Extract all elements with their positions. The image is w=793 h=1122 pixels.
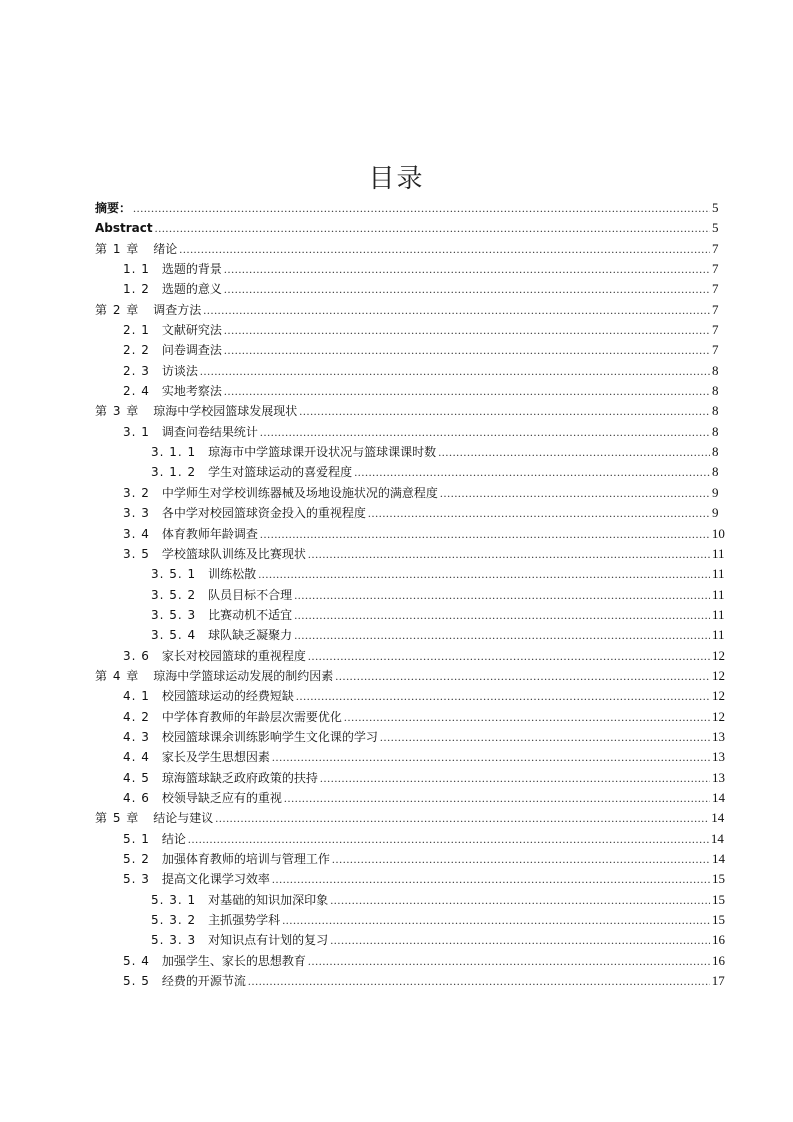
toc-entry-page-number[interactable]: 11 — [712, 586, 725, 602]
toc-entry-page-number[interactable]: 12 — [712, 708, 725, 724]
toc-entry-number: 4. 2 — [123, 709, 150, 724]
dot-leader — [224, 279, 710, 299]
toc-entry-label[interactable]: 结论 — [161, 831, 186, 846]
toc-entry-page-number[interactable]: 9 — [712, 484, 719, 500]
toc-entry-number: 5. 3. 3 — [151, 933, 197, 948]
toc-entry-page-number[interactable]: 11 — [712, 545, 725, 561]
dot-leader — [272, 747, 710, 767]
toc-entry[interactable] — [95, 259, 718, 279]
toc-entry-number: 第 1 章 — [95, 241, 140, 256]
toc-entry-label[interactable]: 对基础的知识加深印象 — [208, 892, 329, 907]
toc-entry[interactable] — [95, 564, 725, 584]
toc-entry[interactable] — [95, 707, 725, 727]
toc-entry[interactable] — [95, 381, 718, 401]
dot-leader — [155, 218, 710, 238]
toc-entry[interactable] — [95, 483, 718, 503]
dot-leader — [215, 808, 709, 828]
toc-entry[interactable] — [95, 747, 725, 767]
dot-leader — [299, 401, 710, 421]
toc-entry-page-number[interactable]: 16 — [712, 932, 725, 948]
toc-entry-number: 4. 4 — [123, 750, 150, 765]
toc-entry-label[interactable]: 调查问卷结果统计 — [161, 424, 258, 439]
toc-entry-label[interactable]: 各中学对校园篮球资金投入的重视程度 — [161, 506, 366, 521]
toc-entry[interactable] — [95, 300, 718, 320]
toc-entry-number: 4. 1 — [123, 689, 150, 704]
toc-entry-page-number[interactable]: 15 — [712, 891, 725, 907]
dot-leader — [330, 890, 710, 910]
toc-entry-label[interactable]: 校园篮球运动的经费短缺 — [161, 689, 294, 704]
dot-leader — [380, 727, 710, 747]
dot-leader — [368, 503, 710, 523]
dot-leader — [224, 259, 710, 279]
toc-entry-number: 第 5 章 — [95, 811, 140, 826]
toc-entry[interactable] — [95, 462, 718, 482]
toc-entry-page-number[interactable]: 14 — [710, 830, 724, 846]
toc-entry-label[interactable]: 校领导缺乏应有的重视 — [161, 790, 282, 805]
dot-leader — [438, 442, 710, 462]
toc-entry-label[interactable]: 绪论 — [153, 241, 178, 256]
toc-entry-page-number[interactable]: 15 — [712, 912, 725, 928]
toc-entry-page-number[interactable]: 8 — [712, 464, 719, 480]
toc-entry[interactable] — [95, 361, 718, 381]
dot-leader — [320, 768, 710, 788]
dot-leader — [308, 544, 710, 564]
toc-entry-label[interactable]: 加强体育教师的培训与管理工作 — [161, 852, 330, 866]
toc-entry-label[interactable]: 琼海篮球缺乏政府政策的扶持 — [161, 770, 318, 785]
toc-entry-label[interactable]: 问卷调查法 — [161, 343, 222, 358]
toc-entry-page-number[interactable]: 7 — [712, 240, 719, 256]
toc-entry[interactable] — [95, 951, 725, 971]
toc-entry-label[interactable]: 提高文化课学习效率 — [161, 872, 270, 887]
toc-entry-page-number[interactable]: 10 — [711, 525, 725, 541]
toc-entry-number: 2. 3 — [123, 363, 150, 378]
toc-entry-page-number[interactable]: 13 — [712, 749, 725, 765]
toc-entry[interactable] — [95, 768, 725, 788]
toc-entry[interactable] — [95, 808, 725, 828]
toc-entry[interactable] — [95, 605, 725, 625]
toc-entry-page-number[interactable]: 14 — [712, 851, 725, 866]
toc-entry[interactable] — [95, 503, 718, 523]
toc-entry-label[interactable]: 琼海市中学篮球课开设状况与篮球课课时数 — [208, 445, 437, 460]
toc-entry-label[interactable]: 实地考察法 — [161, 384, 222, 399]
toc-entry[interactable] — [95, 727, 725, 747]
toc-entry-page-number[interactable]: 13 — [712, 769, 725, 785]
toc-entry-label[interactable]: 中学师生对学校训练器械及场地设施状况的满意程度 — [161, 485, 438, 500]
toc-entry-page-number[interactable]: 14 — [712, 789, 725, 805]
toc-entry-number: 第 2 章 — [95, 302, 140, 317]
dot-leader — [248, 971, 710, 991]
toc-entry-number: 3. 5. 3 — [151, 607, 197, 622]
toc-entry[interactable] — [95, 869, 725, 889]
toc-entry[interactable] — [95, 625, 725, 645]
toc-entry[interactable] — [95, 971, 725, 991]
toc-entry[interactable] — [95, 829, 724, 849]
toc-entry-page-number[interactable]: 7 — [712, 342, 719, 358]
toc-entry-number: 5. 3. 2 — [151, 913, 197, 928]
toc-entry-number: 4. 5 — [123, 770, 150, 785]
toc-entry-label[interactable]: 选题的意义 — [161, 282, 222, 297]
dot-leader — [330, 930, 710, 950]
toc-entry-label[interactable]: 体育教师年龄调查 — [161, 526, 258, 541]
toc-entry-number: 3. 2 — [123, 485, 150, 500]
toc-entry[interactable] — [95, 646, 725, 666]
toc-entry-label[interactable]: 球队缺乏凝聚力 — [208, 628, 293, 643]
toc-entry[interactable] — [95, 320, 718, 340]
dot-leader — [133, 198, 710, 218]
toc-entry-label[interactable]: 访谈法 — [161, 363, 198, 378]
dot-leader — [354, 462, 710, 482]
dot-leader — [308, 951, 710, 971]
toc-entry-page-number[interactable]: 9 — [712, 505, 719, 521]
toc-entry[interactable] — [95, 279, 718, 299]
toc-entry-number: 3. 6 — [123, 648, 150, 663]
toc-entry-page-number[interactable]: 8 — [712, 403, 719, 419]
toc-entry-page-number[interactable]: 7 — [712, 301, 719, 317]
toc-entry-label[interactable]: 队员目标不合理 — [208, 587, 293, 602]
toc-entry-number: 3. 1. 1 — [151, 445, 197, 460]
toc-entry-number: 第 4 章 — [95, 668, 140, 683]
dot-leader — [440, 483, 710, 503]
toc-entry-number: 3. 1. 2 — [151, 465, 197, 480]
toc-entry-page-number[interactable]: 12 — [712, 647, 725, 663]
dot-leader — [335, 666, 710, 686]
toc-entry[interactable] — [95, 198, 718, 218]
toc-entry-page-number[interactable]: 11 — [712, 627, 725, 643]
toc-entry[interactable] — [95, 788, 725, 808]
toc-entry-page-number[interactable]: 5 — [712, 220, 719, 236]
dot-leader — [179, 239, 710, 259]
toc-entry-label[interactable]: 家长及学生思想因素 — [161, 750, 270, 765]
toc-entry-page-number[interactable]: 12 — [712, 667, 725, 683]
toc-entry-page-number[interactable]: 8 — [712, 423, 719, 439]
toc-entry-number: 3. 5. 4 — [151, 628, 197, 643]
dot-leader — [260, 422, 710, 442]
toc-entry-number: 2. 4 — [123, 384, 150, 399]
toc-entry-page-number[interactable]: 11 — [712, 566, 725, 582]
toc-entry-page-number[interactable]: 15 — [712, 871, 725, 887]
toc-entry[interactable] — [95, 686, 725, 706]
dot-leader — [258, 564, 710, 584]
dot-leader — [296, 686, 710, 706]
toc-entry[interactable] — [95, 585, 725, 605]
dot-leader — [294, 585, 710, 605]
dot-leader — [260, 524, 710, 544]
toc-entry-label[interactable]: 摘要： — [95, 201, 132, 215]
toc-title: 目录 — [368, 164, 425, 194]
dot-leader — [272, 869, 710, 889]
toc-entry-number: 3. 5. 1 — [151, 567, 197, 582]
toc-entry-page-number[interactable]: 8 — [712, 444, 719, 460]
toc-entry[interactable] — [95, 930, 725, 950]
toc-entry-number: 3. 3 — [123, 506, 150, 521]
dot-leader — [224, 381, 710, 401]
toc-entry-number: 第 3 章 — [95, 404, 140, 419]
toc-entry-number: 3. 1 — [123, 424, 150, 439]
dot-leader — [284, 788, 710, 808]
dot-leader — [344, 707, 710, 727]
toc-entry-label[interactable]: 结论与建议 — [153, 811, 214, 826]
toc-entry-label[interactable]: 文献研究法 — [161, 323, 222, 338]
toc-entry[interactable] — [95, 239, 718, 259]
toc-entry[interactable] — [95, 849, 725, 869]
toc-entry-page-number[interactable]: 12 — [712, 688, 725, 704]
toc-entry-label[interactable]: 主抓强势学科 — [208, 913, 281, 928]
toc-entry-label[interactable]: 训练松散 — [208, 567, 257, 582]
toc-entry-page-number[interactable]: 17 — [711, 973, 725, 989]
toc-entry-label[interactable]: 加强学生、家长的思想教育 — [161, 953, 306, 968]
toc-entry-label[interactable]: Abstract — [95, 221, 153, 236]
toc-entry[interactable] — [95, 910, 725, 930]
toc-entry[interactable] — [95, 524, 725, 544]
dot-leader — [294, 605, 710, 625]
toc-entry-number: 2. 2 — [123, 343, 150, 358]
toc-entry-label[interactable]: 琼海中学校园篮球发展现状 — [153, 404, 298, 419]
toc-entry-page-number[interactable]: 7 — [712, 281, 719, 297]
toc-entry-number: 4. 6 — [123, 790, 150, 805]
toc-entry-page-number[interactable]: 14 — [711, 810, 725, 826]
toc-entry-label[interactable]: 比赛动机不适宜 — [208, 607, 293, 622]
dot-leader — [224, 340, 710, 360]
toc-entry-label[interactable]: 琼海中学篮球运动发展的制约因素 — [153, 668, 334, 683]
toc-entry-number: 5. 3. 1 — [151, 892, 197, 907]
toc-entry-number: 5. 4 — [123, 953, 150, 968]
toc-entry-page-number[interactable]: 7 — [712, 322, 719, 338]
toc-entry-number: 5. 1 — [123, 831, 150, 846]
toc-entry-number: 2. 1 — [123, 323, 150, 338]
toc-entry-page-number[interactable]: 11 — [712, 606, 725, 622]
toc-entry-label[interactable]: 中学体育教师的年龄层次需要优化 — [161, 709, 342, 724]
toc-entry-number: 4. 3 — [123, 729, 150, 744]
toc-entry[interactable] — [95, 401, 718, 421]
toc-entry-label[interactable]: 家长对校园篮球的重视程度 — [161, 648, 306, 663]
toc-entry[interactable] — [95, 442, 718, 462]
dot-leader — [332, 849, 710, 869]
dot-leader — [308, 646, 710, 666]
toc-entry[interactable] — [95, 340, 718, 360]
toc-entry-page-number[interactable]: 13 — [712, 728, 725, 744]
dot-leader — [294, 625, 710, 645]
dot-leader — [188, 829, 709, 849]
toc-entry-page-number[interactable]: 8 — [712, 383, 719, 399]
toc-entry-number: 3. 4 — [123, 526, 150, 541]
dot-leader — [282, 910, 710, 930]
dot-leader — [200, 361, 710, 381]
table-of-contents — [95, 198, 725, 991]
toc-entry-page-number[interactable]: 16 — [712, 952, 725, 968]
toc-entry-number: 5. 2 — [123, 852, 150, 866]
toc-entry[interactable] — [95, 890, 725, 910]
toc-entry-page-number[interactable]: 8 — [712, 362, 719, 378]
toc-entry[interactable] — [95, 218, 718, 238]
toc-entry-page-number[interactable]: 5 — [712, 200, 719, 215]
toc-entry-number: 3. 5 — [123, 546, 150, 561]
toc-entry[interactable] — [95, 666, 725, 686]
toc-entry-label[interactable]: 调查方法 — [153, 302, 202, 317]
toc-entry-label[interactable]: 学校篮球队训练及比赛现状 — [161, 546, 306, 561]
toc-entry-page-number[interactable]: 7 — [712, 261, 719, 277]
toc-entry-label[interactable]: 经费的开源节流 — [161, 974, 246, 989]
dot-leader — [224, 320, 710, 340]
toc-entry[interactable] — [95, 422, 718, 442]
toc-entry-label[interactable]: 对知识点有计划的复习 — [208, 933, 329, 948]
toc-entry-label[interactable]: 选题的背景 — [161, 262, 222, 277]
toc-entry-label[interactable]: 学生对篮球运动的喜爱程度 — [208, 465, 353, 480]
toc-entry-number: 1. 1 — [123, 262, 150, 277]
toc-entry-number: 5. 5 — [123, 974, 150, 989]
toc-entry[interactable] — [95, 544, 725, 564]
toc-entry-label[interactable]: 校园篮球课余训练影响学生文化课的学习 — [161, 729, 378, 744]
dot-leader — [203, 300, 710, 320]
toc-entry-number: 3. 5. 2 — [151, 587, 197, 602]
toc-entry-number: 5. 3 — [123, 872, 150, 887]
toc-entry-number: 1. 2 — [123, 282, 150, 297]
